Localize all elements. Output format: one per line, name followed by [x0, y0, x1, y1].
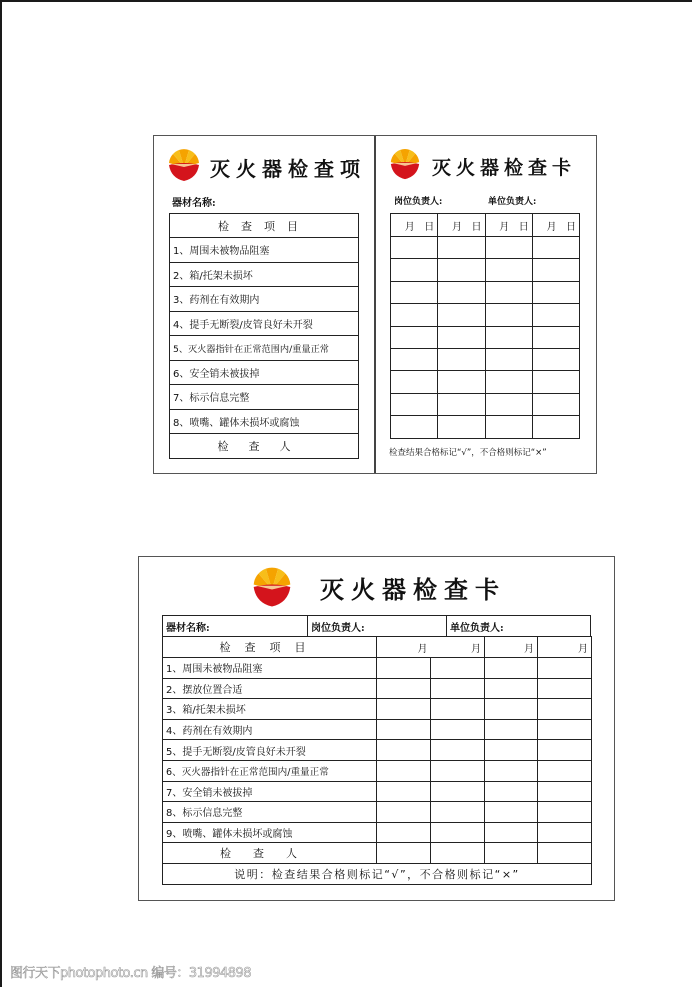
inspector-signature-cell[interactable] [538, 843, 592, 864]
check-cell[interactable] [485, 393, 532, 415]
inspection-item: 9、喷嘴、罐体未损坏或腐蚀 [163, 822, 377, 843]
equipment-name-label: 器材名称: [163, 616, 308, 637]
check-cell[interactable] [438, 281, 485, 303]
inspection-item: 6、灭火器指针在正常范围内/重量正常 [163, 760, 377, 781]
right-panel-title: 灭火器检查卡 [432, 157, 577, 179]
inspector-signature-cell[interactable] [485, 843, 538, 864]
post-responsible-label: 岗位负责人: [308, 616, 447, 637]
check-cell[interactable] [485, 822, 538, 843]
check-cell[interactable] [377, 822, 431, 843]
date-header-cell [485, 214, 532, 237]
petrochina-sun-logo-icon [250, 565, 294, 609]
inspection-item: 2、摆放位置合适 [163, 678, 377, 699]
check-cell[interactable] [391, 371, 438, 393]
day-label: 日 [518, 221, 529, 233]
check-cell[interactable] [538, 658, 592, 679]
left-panel-title: 灭火器检查项 [210, 157, 366, 181]
petrochina-sun-logo-icon [388, 147, 422, 181]
check-cell[interactable] [485, 678, 538, 699]
check-cell[interactable] [438, 393, 485, 415]
check-cell[interactable] [532, 393, 579, 415]
large-inspection-table [162, 636, 592, 885]
check-cell[interactable] [538, 678, 592, 699]
check-cell[interactable] [485, 326, 532, 348]
check-cell[interactable] [538, 740, 592, 761]
day-label: 日 [566, 221, 576, 233]
month-header: 月 [377, 637, 431, 658]
check-cell[interactable] [532, 237, 579, 259]
large-card-title: 灭火器检查卡 [320, 575, 506, 604]
inspection-item: 7、安全销未被拔掉 [163, 781, 377, 802]
check-cell[interactable] [431, 678, 485, 699]
check-cell[interactable] [532, 281, 579, 303]
page-border-top [0, 0, 692, 2]
check-cell[interactable] [391, 259, 438, 281]
check-cell[interactable] [431, 760, 485, 781]
month-header: 月 [431, 637, 485, 658]
check-cell[interactable] [431, 802, 485, 823]
check-cell[interactable] [431, 781, 485, 802]
inspection-item: 3、药剂在有效期内 [170, 287, 359, 312]
inspector-signature-cell[interactable] [431, 843, 485, 864]
month-label: 月 [404, 221, 415, 233]
inspector-label: 检查人 [170, 434, 359, 459]
check-cell[interactable] [438, 304, 485, 326]
unit-responsible-label: 单位负责人: [488, 197, 537, 207]
check-cell[interactable] [485, 740, 538, 761]
check-cell[interactable] [377, 699, 431, 720]
inspection-item: 5、提手无断裂/皮管良好未开裂 [163, 740, 377, 761]
check-cell[interactable] [377, 802, 431, 823]
check-cell[interactable] [485, 699, 538, 720]
check-cell[interactable] [391, 237, 438, 259]
check-cell[interactable] [438, 259, 485, 281]
check-cell[interactable] [532, 416, 579, 438]
check-cell[interactable] [532, 348, 579, 370]
check-cell[interactable] [538, 699, 592, 720]
check-cell[interactable] [438, 326, 485, 348]
check-cell[interactable] [538, 822, 592, 843]
inspection-item: 7、标示信息完整 [170, 385, 359, 410]
inspection-item: 1、周围未被物品阻塞 [170, 238, 359, 263]
panel-divider [374, 136, 376, 473]
month-label: 月 [499, 221, 510, 233]
check-cell[interactable] [485, 371, 532, 393]
inspection-item: 8、喷嘴、罐体未损坏或腐蚀 [170, 409, 359, 434]
items-table-header: 检查项目 [170, 214, 359, 238]
check-cell[interactable] [431, 740, 485, 761]
inspection-item: 2、箱/托架未损坏 [170, 262, 359, 287]
date-header-cell [532, 214, 579, 237]
check-cell[interactable] [532, 259, 579, 281]
check-cell[interactable] [485, 237, 532, 259]
check-cell[interactable] [538, 760, 592, 781]
date-header-cell [391, 214, 438, 237]
check-cell[interactable] [391, 348, 438, 370]
check-cell[interactable] [532, 326, 579, 348]
check-cell[interactable] [485, 781, 538, 802]
inspection-item: 5、灭火器指针在正常范围内/重量正常 [170, 336, 359, 361]
check-cell[interactable] [377, 719, 431, 740]
check-cell[interactable] [438, 416, 485, 438]
small-inspection-card [153, 135, 597, 474]
responsible-info-row [162, 615, 591, 637]
check-cell[interactable] [431, 658, 485, 679]
check-cell[interactable] [438, 348, 485, 370]
check-cell[interactable] [431, 822, 485, 843]
month-label: 月 [546, 221, 557, 233]
check-cell[interactable] [485, 304, 532, 326]
check-cell[interactable] [377, 678, 431, 699]
marking-note: 说明：检查结果合格则标记“√”，不合格则标记“×” [163, 864, 592, 885]
day-label: 日 [471, 221, 482, 233]
post-responsible-label: 岗位负责人: [394, 197, 443, 207]
inspection-items-table [169, 213, 359, 459]
check-cell[interactable] [377, 781, 431, 802]
check-cell[interactable] [485, 259, 532, 281]
watermark-text: 图行天下photophoto.cn 编号：31994898 [10, 966, 252, 981]
inspector-signature-cell[interactable] [377, 843, 431, 864]
check-cell[interactable] [485, 802, 538, 823]
check-cell[interactable] [532, 371, 579, 393]
check-cell[interactable] [485, 658, 538, 679]
marking-footnote: 检查结果合格标记“√”，不合格则标记“×” [389, 448, 547, 458]
check-cell[interactable] [391, 393, 438, 415]
date-header-cell [438, 214, 485, 237]
check-cell[interactable] [438, 371, 485, 393]
day-label: 日 [424, 221, 435, 233]
check-cell[interactable] [391, 326, 438, 348]
inspection-item: 4、提手无断裂/皮管良好未开裂 [170, 311, 359, 336]
check-cell[interactable] [485, 281, 532, 303]
inspection-item: 8、标示信息完整 [163, 802, 377, 823]
check-cell[interactable] [485, 348, 532, 370]
check-cell[interactable] [377, 658, 431, 679]
monthly-check-grid [390, 213, 580, 439]
check-cell[interactable] [438, 237, 485, 259]
month-header: 月 [485, 637, 538, 658]
check-cell[interactable] [377, 760, 431, 781]
page-border-left [0, 0, 2, 987]
check-cell[interactable] [377, 740, 431, 761]
check-cell[interactable] [391, 416, 438, 438]
check-cell[interactable] [431, 699, 485, 720]
check-cell[interactable] [485, 416, 532, 438]
month-label: 月 [451, 221, 462, 233]
check-cell[interactable] [538, 719, 592, 740]
check-cell[interactable] [485, 760, 538, 781]
inspector-label: 检查人 [163, 843, 377, 864]
check-cell[interactable] [538, 781, 592, 802]
inspection-item: 3、箱/托架未损坏 [163, 699, 377, 720]
month-header: 月 [538, 637, 592, 658]
check-cell[interactable] [391, 304, 438, 326]
check-cell[interactable] [391, 281, 438, 303]
check-cell[interactable] [485, 719, 538, 740]
inspection-item: 4、药剂在有效期内 [163, 719, 377, 740]
inspection-item: 6、安全销未被拔掉 [170, 360, 359, 385]
petrochina-sun-logo-icon [166, 147, 202, 183]
inspection-item: 1、周围未被物品阻塞 [163, 658, 377, 679]
large-inspection-card [138, 556, 615, 901]
check-cell[interactable] [538, 802, 592, 823]
check-cell[interactable] [431, 719, 485, 740]
check-cell[interactable] [532, 304, 579, 326]
items-table-header: 检查项目 [163, 637, 377, 658]
unit-responsible-label: 单位负责人: [447, 616, 591, 637]
equipment-name-label: 器材名称: [172, 198, 216, 209]
